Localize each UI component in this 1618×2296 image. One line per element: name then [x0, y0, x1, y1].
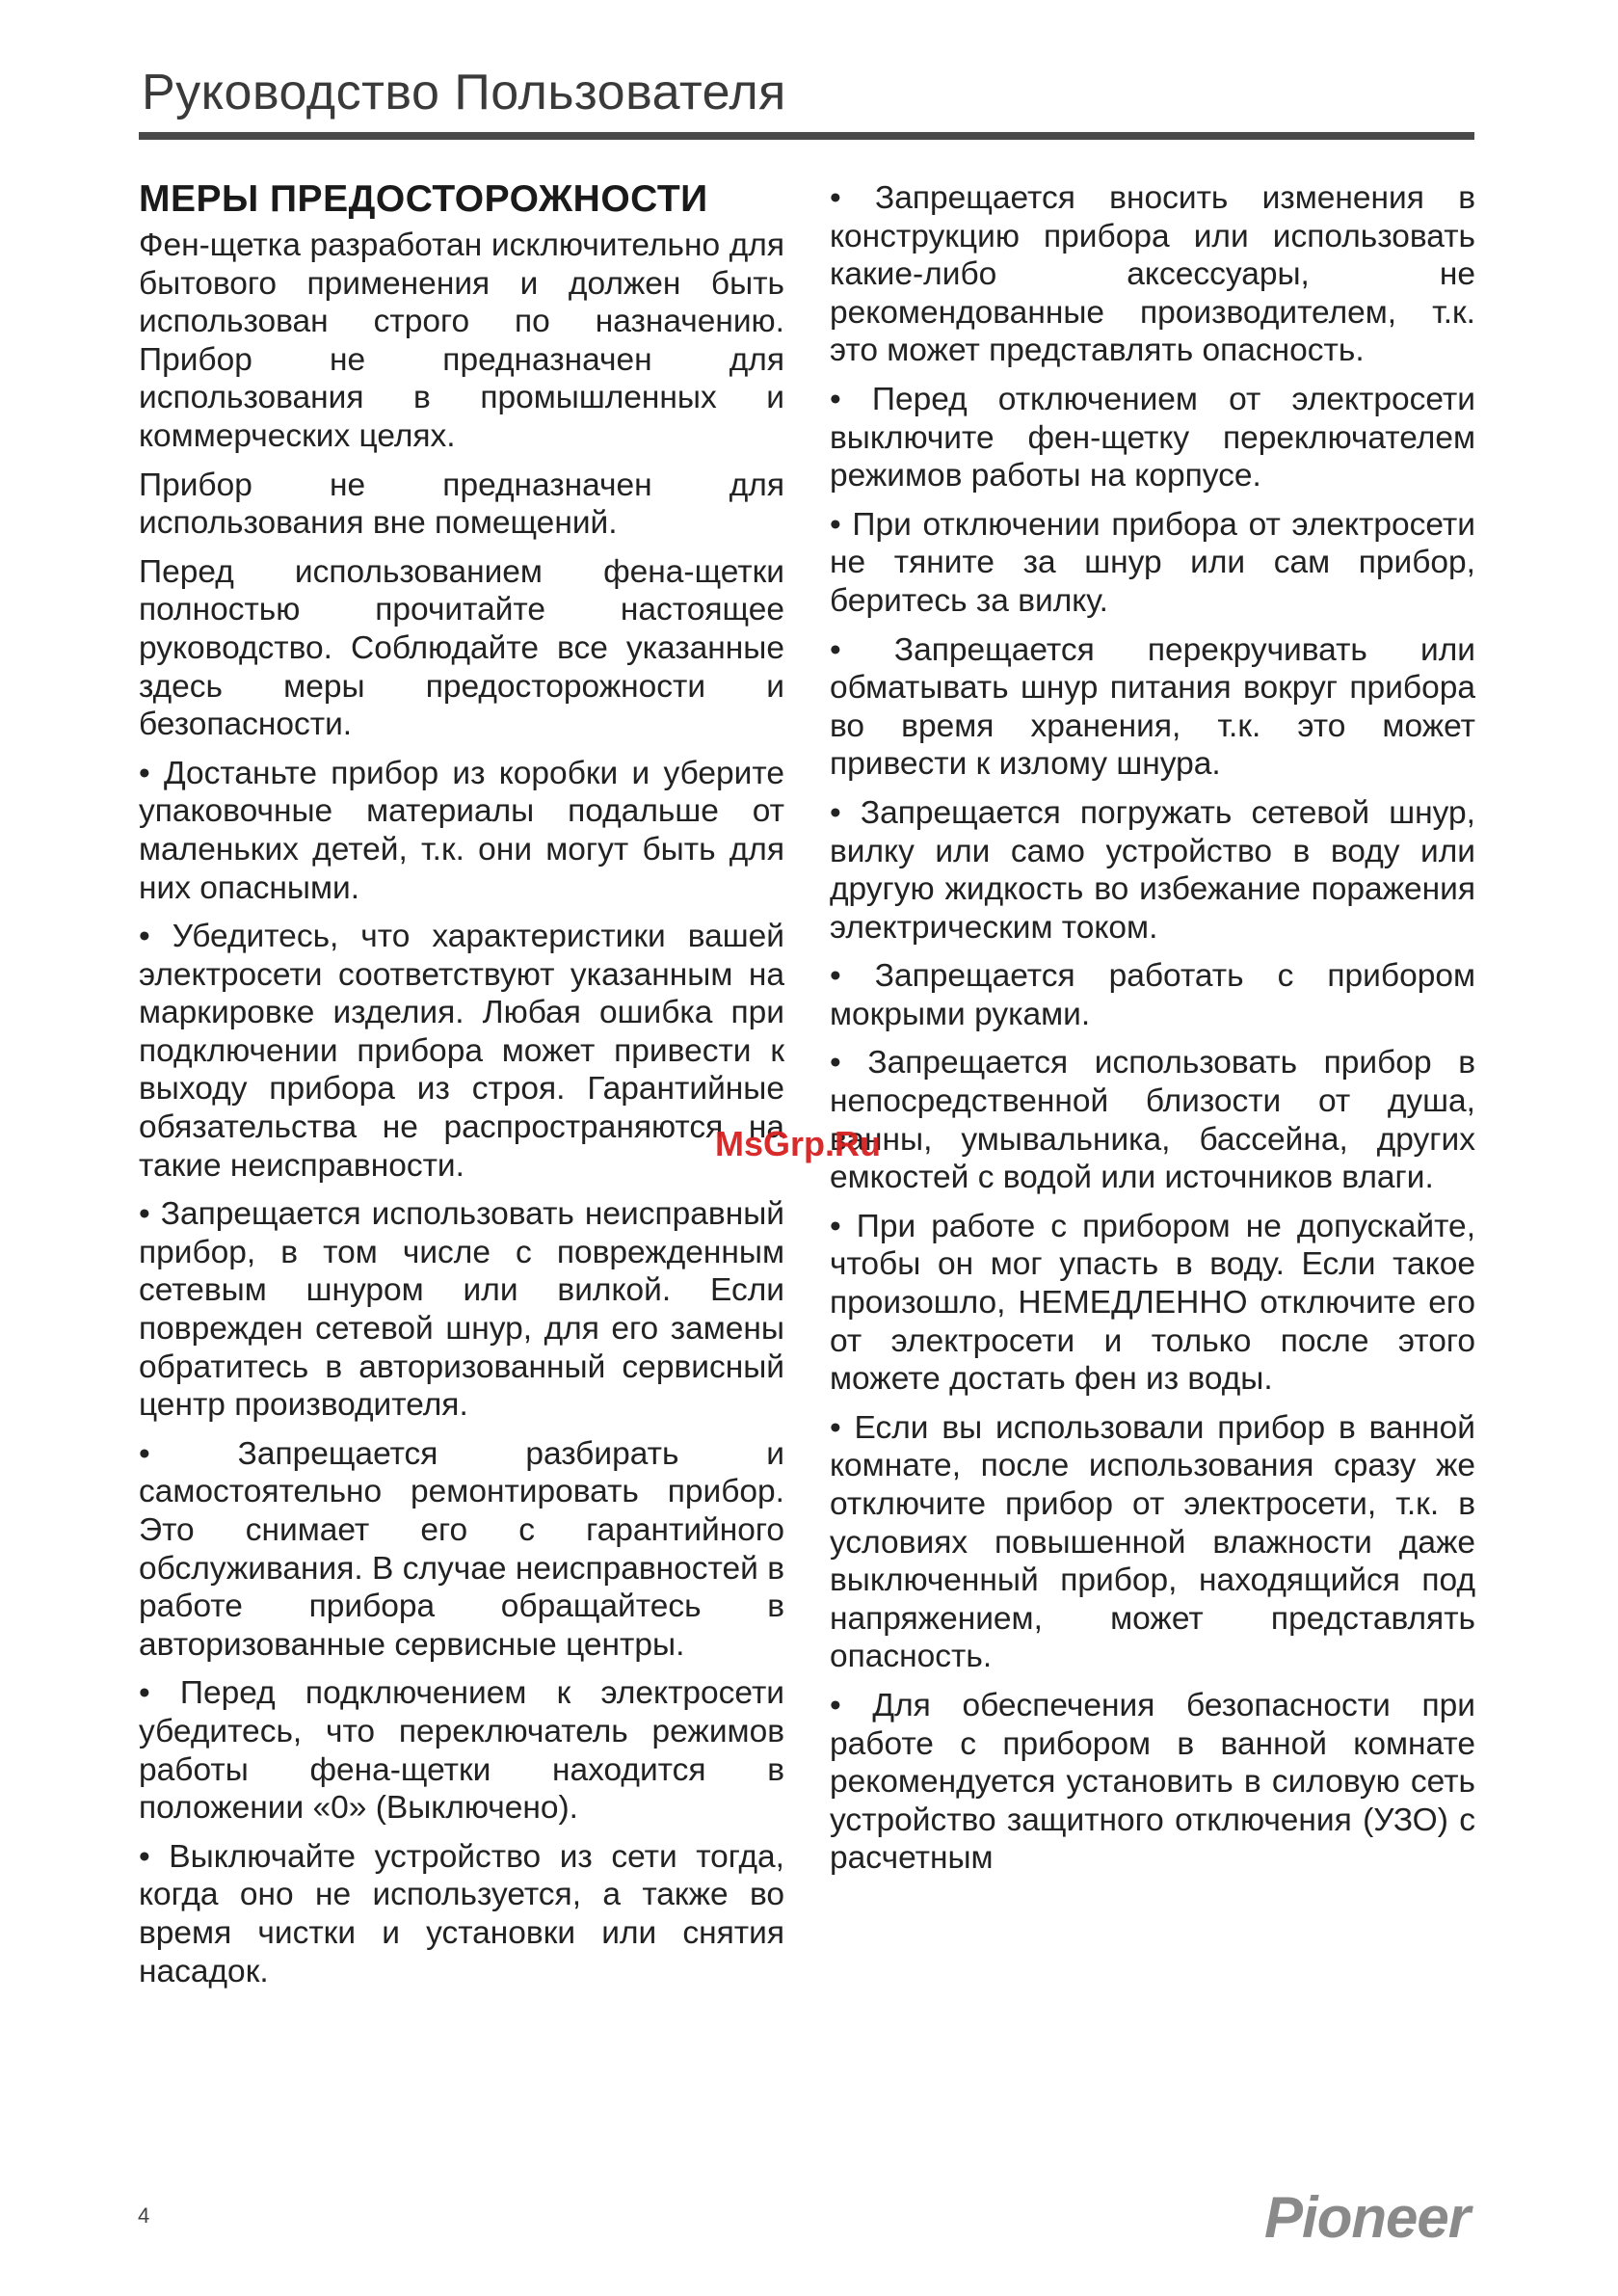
right-column [830, 179, 1475, 1888]
list-item: • Запрещается работать с прибором мокрыми руками. [830, 958, 1475, 1032]
list-item: • Перед отключением от электросети выключите фен-щетку переключателем режимов работы на корпусе. [830, 381, 1475, 494]
list-item: • При отключении прибора от электросети не тяните за шнур или сам прибор, беритесь за вилку. [830, 506, 1475, 619]
list-item: • Выключайте устройство из сети тогда, когда оно не используется, а также во время чистки и установки или снятия насадок. [139, 1838, 784, 1989]
list-item: • Запрещается перекручивать или обматывать шнур питания вокруг прибора во время хранения, т.к. это может привести к излому шнура. [830, 631, 1475, 783]
header-divider [139, 132, 1474, 140]
list-item: • Достаньте прибор из коробки и уберите упаковочные материалы подальше от маленьких детей, т.к. они могут быть для них опасными. [139, 755, 784, 906]
list-item: • Убедитесь, что характеристики вашей электросети соответствуют указанным на маркировке изделия. Любая ошибка при подключении прибора может привести к выходу прибора из строя. Гарантийные обязательства не распространяются на такие неисправности. [139, 919, 784, 1184]
list-item: • Если вы использовали прибор в ванной комнате, после использования сразу же отключите прибор от электросети, т.к. в условиях повышенной влажности даже выключенный прибор, находящийся под напряжением, может представлять опасность. [830, 1409, 1475, 1675]
section-title: МЕРЫ ПРЕДОСТОРОЖНОСТИ [139, 178, 708, 220]
brand-logo: Pioneer [1264, 2185, 1471, 2250]
list-item: • Запрещается вносить изменения в конструкцию прибора или использовать какие-либо аксессуары, не рекомендованные производителем, т.к. это может представлять опасность. [830, 180, 1475, 369]
list-item: • Запрещается разбирать и самостоятельно ремонтировать прибор. Это снимает его с гарантийного обслуживания. В случае неисправностей в работе прибора обращайтесь в авторизованные сервисные центры. [139, 1435, 784, 1663]
paragraph: Прибор не предназначен для использования вне помещений. [139, 467, 784, 542]
list-item: • Для обеспечения безопасности при работе с прибором в ванной комнате рекомендуется установить в силовую сеть устройство защитного отключения (УЗО) с расчетным [830, 1687, 1475, 1877]
list-item: • При работе с прибором не допускайте, чтобы он мог упасть в воду. Если такое произошло, НЕМЕДЛЕННО отключите его от электросети и только после этого можете достать фен из воды. [830, 1208, 1475, 1398]
paragraph: Фен-щетка разработан исключительно для бытового применения и должен быть использован строго по назначению. Прибор не предназначен для использования в промышленных и коммерческих целях. [139, 227, 784, 454]
list-item: • Запрещается использовать неисправный прибор, в том числе с поврежденным сетевым шнуром или вилкой. Если поврежден сетевой шнур, для его замены обратитесь в авторизованный сервисный центр производителя. [139, 1196, 784, 1424]
page-number: 4 [138, 2203, 150, 2228]
page-header-title: Руководство Пользователя [142, 65, 786, 120]
list-item: • Перед подключением к электросети убедитесь, что переключатель режимов работы фена-щетки находится в положении «0» (Выключено). [139, 1675, 784, 1827]
paragraph: Перед использованием фена-щетки полностью прочитайте настоящее руководство. Соблюдайте все указанные здесь меры предосторожности и безопасности. [139, 553, 784, 743]
left-column [139, 178, 784, 2001]
list-item: • Запрещается погружать сетевой шнур, вилку или само устройство в воду или другую жидкость во избежание поражения электрическим током. [830, 794, 1475, 946]
list-item: • Запрещается использовать прибор в непосредственной близости от душа, ванны, умывальника, бассейна, других емкостей с водой или источников влаги. [830, 1045, 1475, 1196]
watermark: MsGrp.Ru [715, 1124, 882, 1163]
